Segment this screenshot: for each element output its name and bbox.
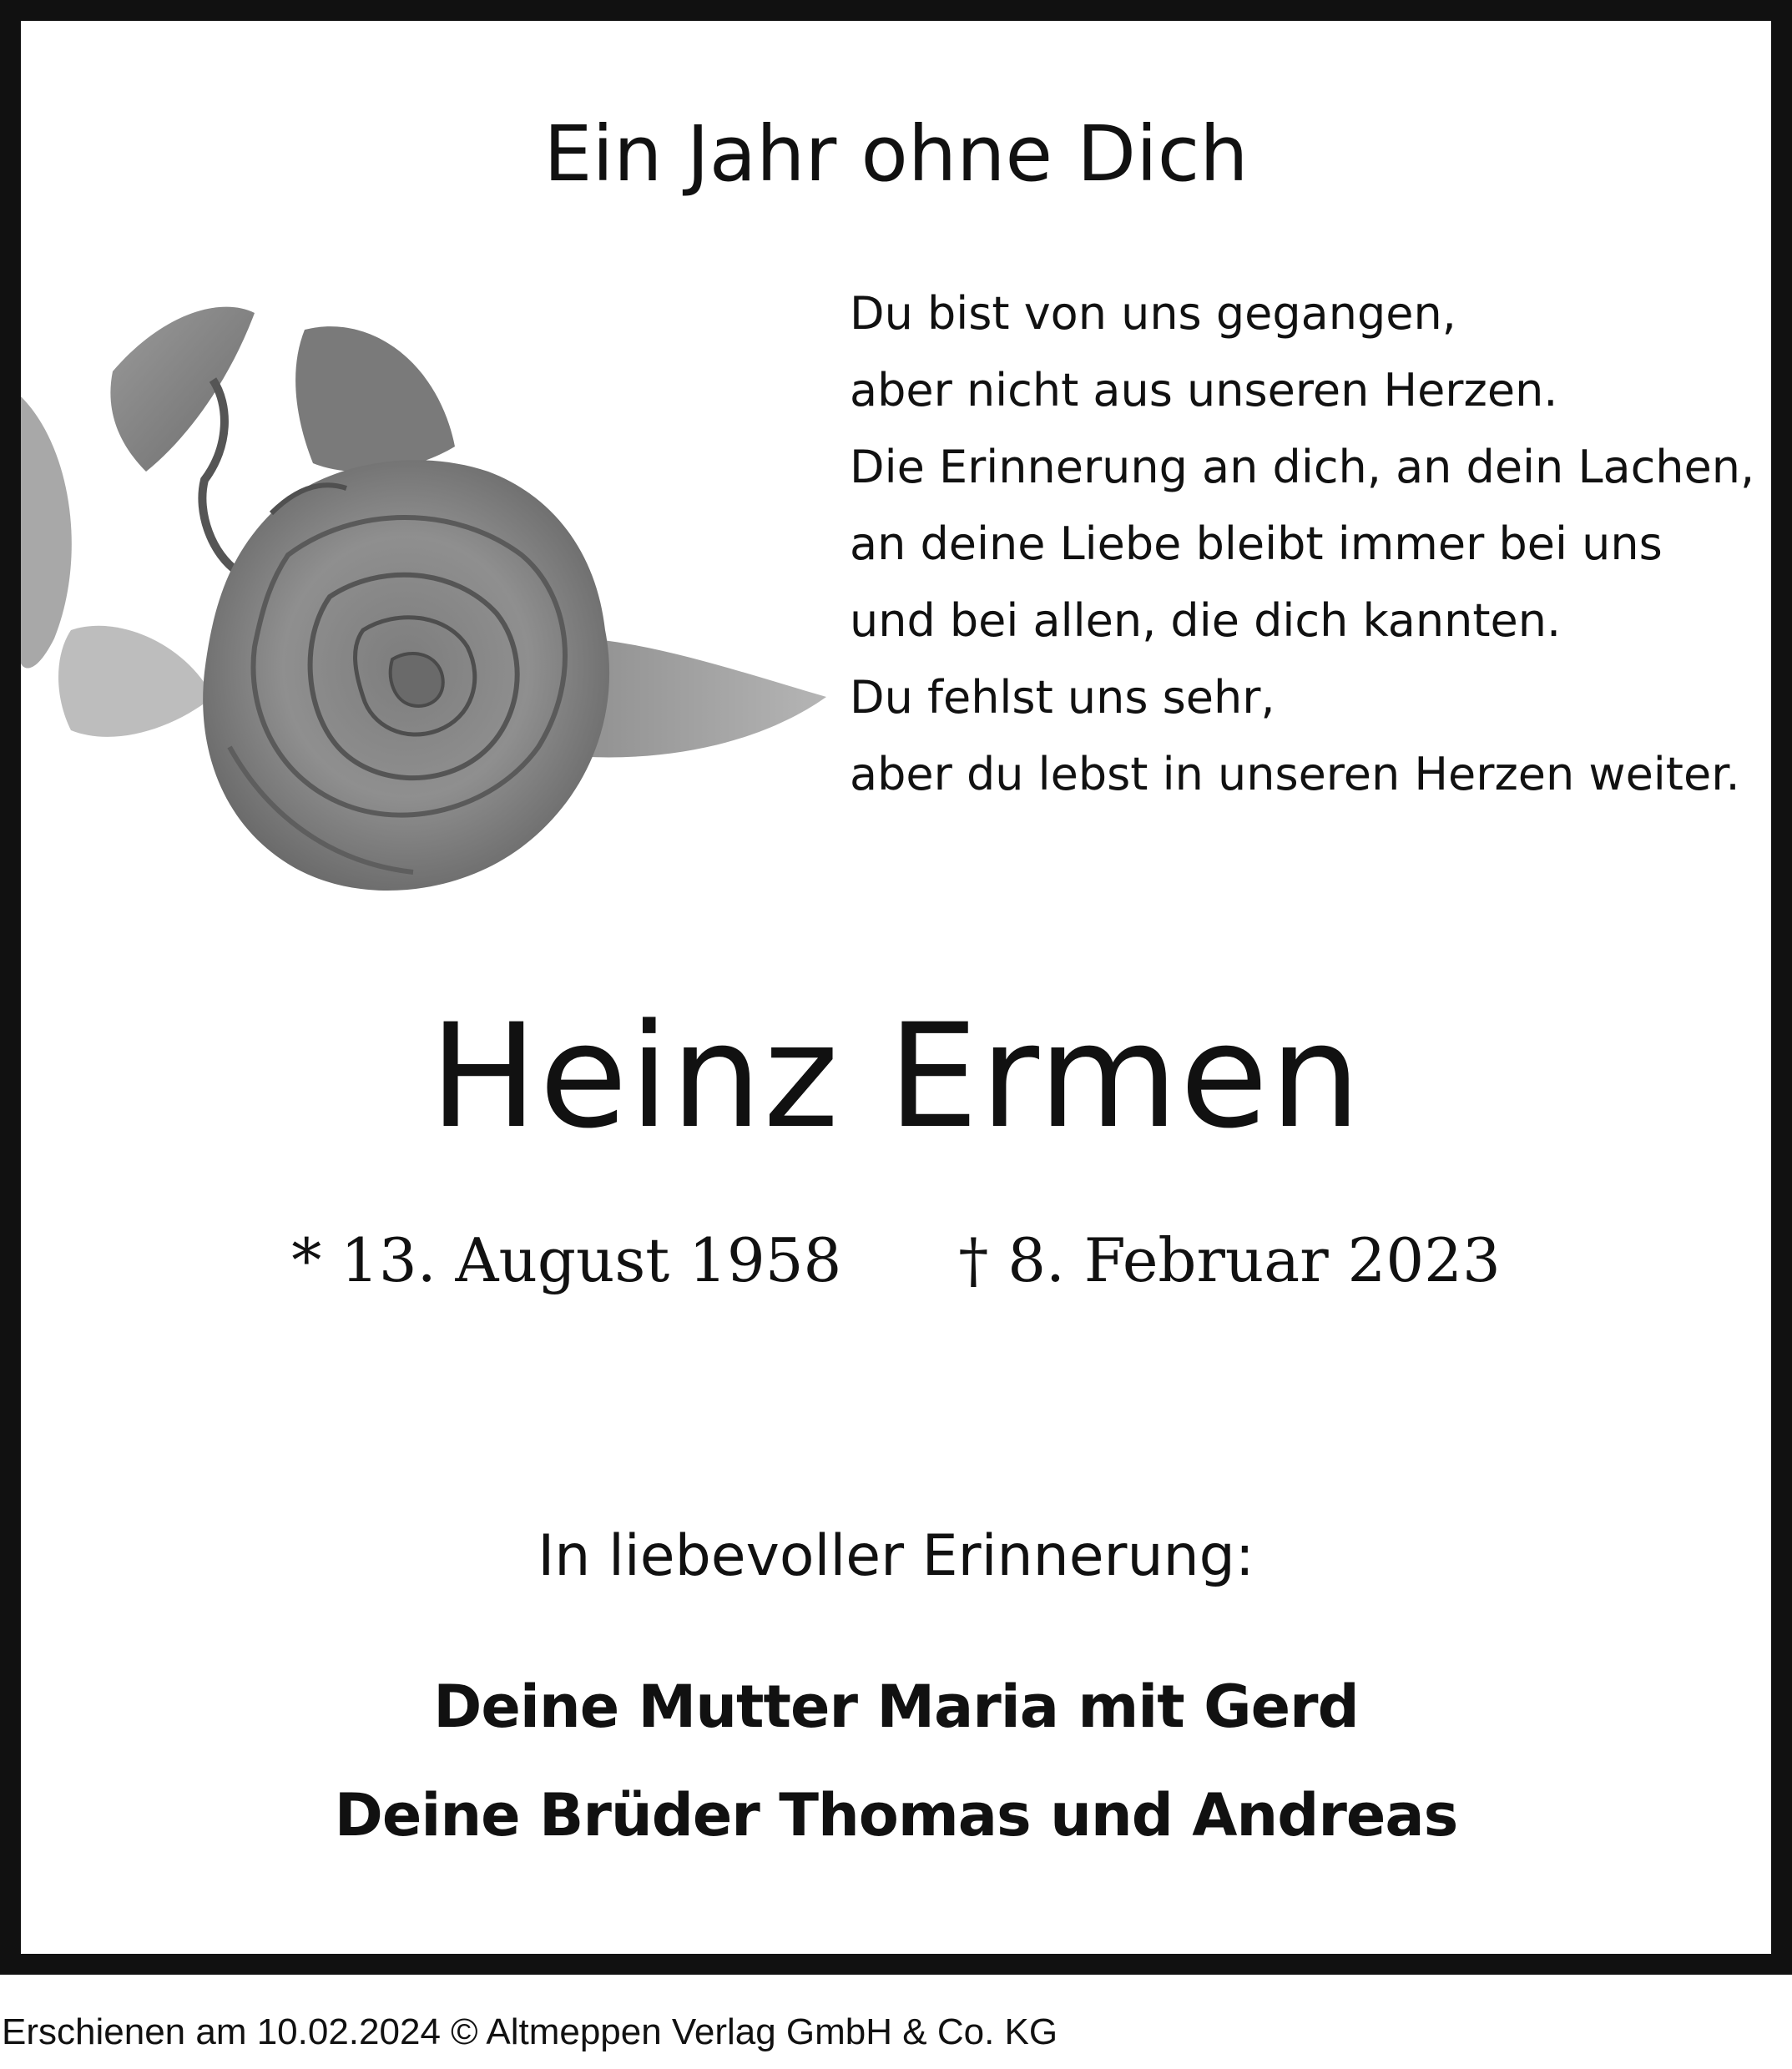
poem-line: an deine Liebe bleibt immer bei uns [850,517,1663,570]
poem-line: Du fehlst uns sehr, [850,671,1275,724]
poem-line: Du bist von uns gegangen, [850,287,1456,340]
deceased-name: Heinz Ermen [429,992,1363,1160]
poem-line: Die Erinnerung an dich, an dein Lachen, [850,441,1755,493]
leaf-shape [58,626,213,737]
poem-line: und bei allen, die dich kannten. [850,594,1562,647]
leaf-shape [295,326,455,472]
notice-panel [21,21,1771,1954]
publication-footer: Erschienen am 10.02.2024 © Altmeppen Verlag GmbH & Co. KG [2,2011,1058,2052]
poem-text [850,275,1755,813]
notice-headline: Ein Jahr ohne Dich [543,109,1249,199]
stem-shape [202,380,238,572]
family-line: Deine Mutter Maria mit Gerd [433,1673,1359,1741]
death-date: † 8. Februar 2023 [958,1225,1501,1295]
rose-image [21,280,839,914]
poem-line: aber nicht aus unseren Herzen. [850,364,1558,416]
leaf-shape [21,396,72,669]
birth-date: * 13. August 1958 [291,1225,842,1295]
leaf-shape [110,307,255,472]
family-line: Deine Brüder Thomas und Andreas [334,1781,1458,1849]
memory-intro: In liebevoller Erinnerung: [538,1523,1254,1589]
poem-line: aber du lebst in unseren Herzen weiter. [850,748,1740,800]
family-signature [21,1653,1771,1870]
life-dates [21,1219,1771,1302]
